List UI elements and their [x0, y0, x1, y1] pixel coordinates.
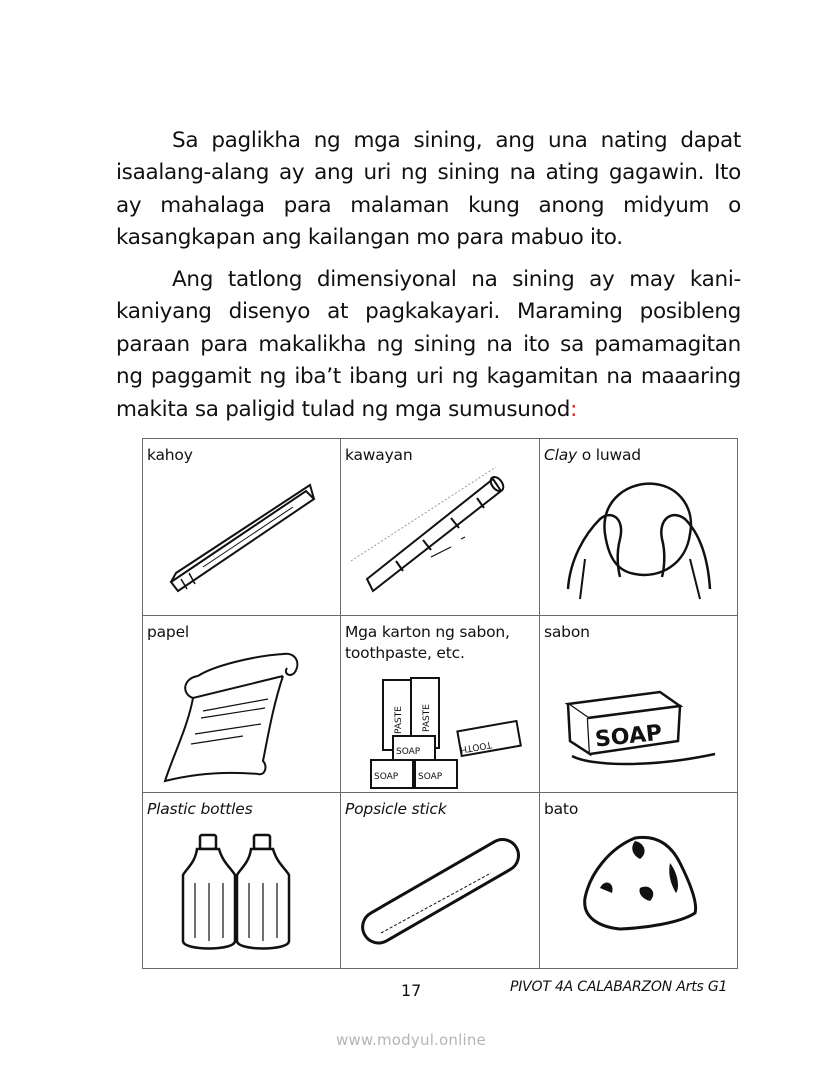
material-cell-sabon — [540, 616, 738, 793]
footer-title: PIVOT 4A CALABARZON Arts G1 — [510, 979, 728, 995]
rock-icon — [540, 793, 737, 968]
material-cell-bato — [540, 793, 738, 969]
wood-plank-icon — [143, 439, 340, 615]
label-italic: Clay — [544, 446, 578, 464]
material-label: Mga karton ng sabon, toothpaste, etc. — [345, 623, 510, 662]
materials-paragraph — [116, 264, 741, 427]
material-label: papel — [147, 623, 190, 641]
popsicle-stick-icon — [341, 793, 539, 968]
material-label: Plastic bottles — [147, 800, 253, 818]
paragraph-text: Sa paglikha ng mga sining, ang una nating dapat isaalang-alang ay ang uri ng sining na ating gagawin. Ito ay mahalaga para malaman kung anong midyum o kasangkapan ang kailangan mo para mabuo ito. — [116, 127, 741, 250]
material-cell-kawayan — [341, 439, 540, 616]
table-row — [143, 793, 738, 969]
box-text: TOOTH — [459, 738, 493, 755]
material-cell-popsicle-stick — [341, 793, 540, 969]
box-text: SOAP — [396, 747, 421, 757]
clay-hands-icon — [540, 439, 737, 615]
boxes-icon — [341, 616, 539, 792]
material-label: kahoy — [147, 446, 193, 464]
intro-paragraph — [116, 125, 741, 255]
material-cell-clay — [540, 439, 738, 616]
material-cell-plastic-bottles — [143, 793, 341, 969]
material-cell-papel — [143, 616, 341, 793]
soap-bar-icon — [540, 616, 737, 792]
box-text: SOAP — [418, 772, 443, 782]
material-label: sabon — [544, 623, 590, 641]
material-label: kawayan — [345, 446, 413, 464]
material-label: bato — [544, 800, 579, 818]
label-rest: o luwad — [577, 446, 641, 464]
watermark: www.modyul.online — [336, 1031, 486, 1049]
bamboo-icon — [341, 439, 539, 615]
paper-scroll-icon — [143, 616, 340, 792]
red-colon: : — [570, 396, 578, 422]
material-cell-karton — [341, 616, 540, 793]
plastic-bottles-icon — [143, 793, 340, 968]
paragraph-text: Ang tatlong dimensiyonal na sining ay may kani-kaniyang disenyo at pagkakayari. Maraming posibleng paraan para makalikha ng sining na ito sa pamamagitan ng paggamit ng iba’t ibang uri ng kagamitan na maaaring makita sa paligid tulad ng mga sumusunod — [116, 266, 741, 422]
page-number: 17 — [401, 981, 422, 1000]
box-text: SOAP — [374, 772, 399, 782]
materials-table — [142, 438, 738, 969]
box-text: PASTE — [394, 706, 404, 734]
table-row — [143, 439, 738, 616]
material-cell-kahoy — [143, 439, 341, 616]
box-text: PASTE — [422, 704, 432, 732]
material-label: Popsicle stick — [345, 800, 447, 818]
soap-text: SOAP — [593, 720, 664, 753]
table-row — [143, 616, 738, 793]
